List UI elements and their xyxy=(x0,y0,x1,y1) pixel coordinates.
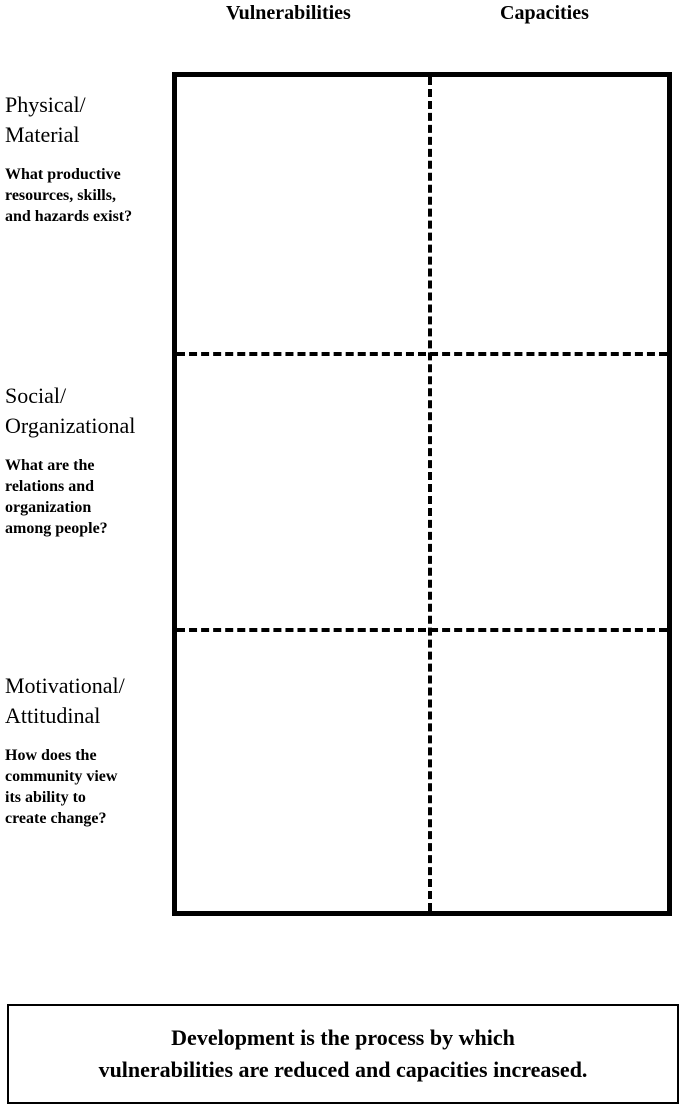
row-question-line: and hazards exist? xyxy=(5,208,133,225)
cell-social-vulnerabilities xyxy=(177,356,428,628)
row-question-line: community view xyxy=(5,768,118,785)
row-question-line: its ability to xyxy=(5,789,86,806)
row-title-line: Material xyxy=(5,122,80,147)
row-title-line: Motivational/ xyxy=(5,673,125,698)
row-question-line: organization xyxy=(5,499,92,516)
development-definition-box xyxy=(7,1004,679,1104)
cell-motivational-capacities xyxy=(432,632,667,911)
row-label-physical-material xyxy=(5,90,165,227)
row-title-line: Attitudinal xyxy=(5,703,101,728)
footer-line: Development is the process by which xyxy=(171,1025,515,1050)
row-title xyxy=(5,90,165,150)
row-title-line: Organizational xyxy=(5,413,136,438)
cell-motivational-vulnerabilities xyxy=(177,632,428,911)
cell-physical-vulnerabilities xyxy=(177,77,428,352)
row-question-line: What are the xyxy=(5,457,95,474)
row-question xyxy=(5,455,165,539)
row-question-line: What productive xyxy=(5,166,121,183)
row-question-line: create change? xyxy=(5,810,107,827)
row-question-line: relations and xyxy=(5,478,95,495)
row-title-line: Social/ xyxy=(5,383,67,408)
cell-physical-capacities xyxy=(432,77,667,352)
row-question-line: resources, skills, xyxy=(5,187,116,204)
capacities-column-header: Capacities xyxy=(500,2,589,24)
row-title-line: Physical/ xyxy=(5,92,86,117)
vulnerability-capacity-matrix xyxy=(172,72,672,916)
row-question-line: How does the xyxy=(5,747,97,764)
vulnerabilities-column-header: Vulnerabilities xyxy=(226,2,351,24)
footer-line: vulnerabilities are reduced and capacities increased. xyxy=(98,1057,588,1082)
cell-social-capacities xyxy=(432,356,667,628)
row-label-social-organizational xyxy=(5,381,165,539)
row-question xyxy=(5,745,165,829)
row-question xyxy=(5,164,165,227)
row-label-motivational-attitudinal xyxy=(5,671,165,829)
row-title xyxy=(5,671,165,731)
row-title xyxy=(5,381,165,441)
row-question-line: among people? xyxy=(5,520,108,537)
